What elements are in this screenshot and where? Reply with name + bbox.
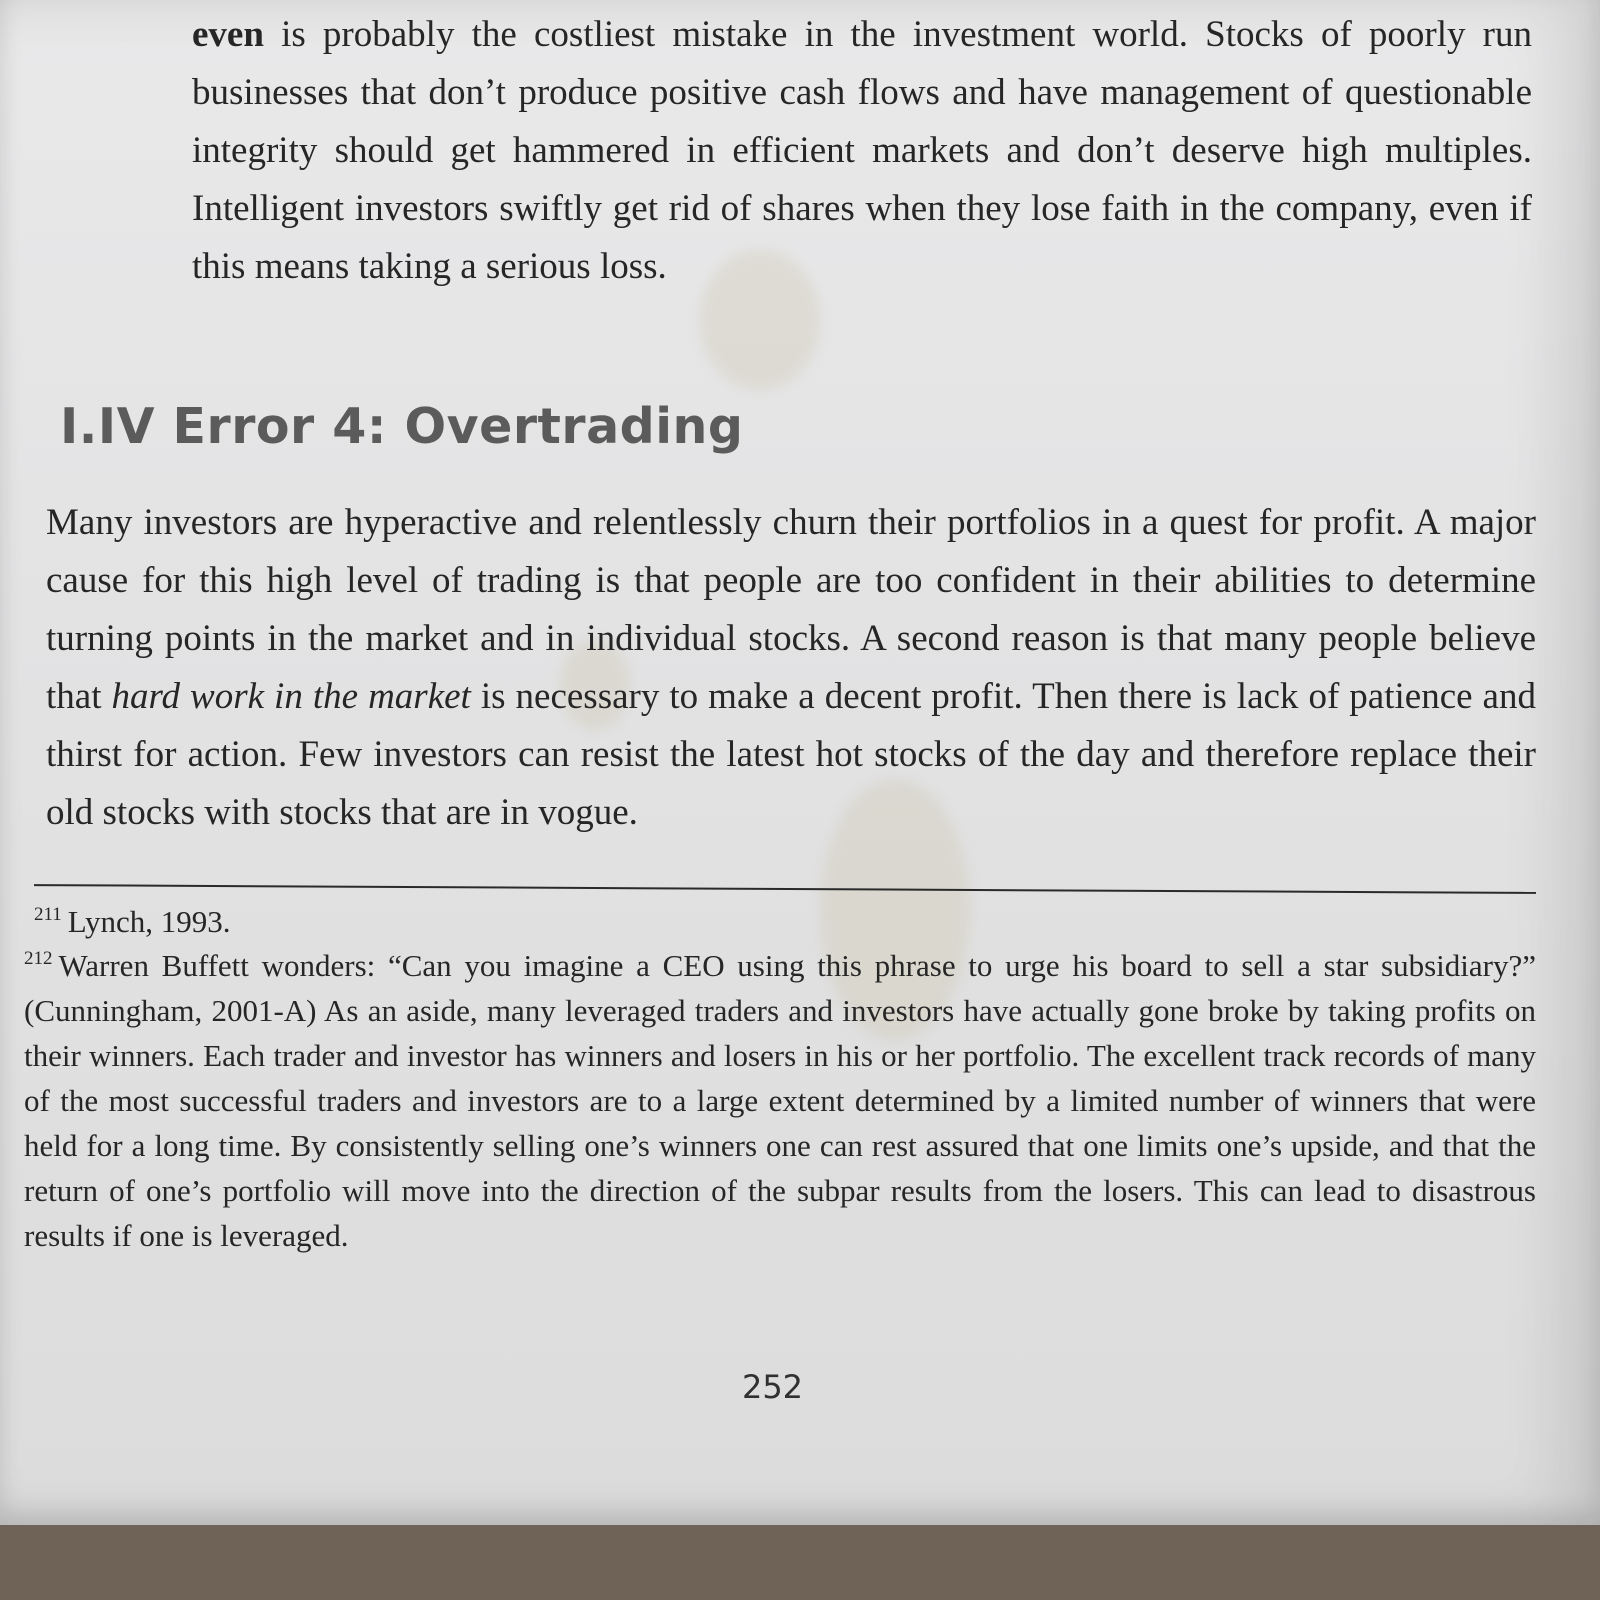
main-paragraph-text-start: Many investors are hyperactive and relentlessly churn their portfolios in a quest for profit. A major cause for this high level of trading is that people are too confident in their abilities to determine turning points in the market and in individual stocks. A second reason is that many people believe that: [46, 502, 1536, 717]
main-paragraph-text-end: is necessary to make a decent profit. Then there is lack of patience and thirst for action. Few investors can resist the latest hot stocks of the day and therefore replace their old stocks with stocks that are in vogue.: [46, 676, 1536, 833]
footnote-number: 212: [24, 948, 53, 969]
section-heading: I.IV Error 4: Overtrading: [60, 398, 744, 455]
footnote-text: Lynch, 1993.: [67, 904, 231, 939]
top-paragraph-text: is probably the costliest mistake in the investment world. Stocks of poorly run businesses that don’t produce positive cash flows and have management of questionable integrity should get hammered in efficient markets and don’t deserve high multiples. Intelligent investors swiftly get rid of shares when they lose faith in the company, even if this means taking a serious loss.: [192, 14, 1532, 287]
lead-word: even: [192, 14, 264, 55]
main-paragraph: [46, 494, 1536, 842]
main-paragraph-italic: hard work in the market: [111, 676, 471, 717]
page-number: 252: [741, 1368, 804, 1406]
footnote-text: Warren Buffett wonders: “Can you imagine a CEO using this phrase to urge his board to sell a star subsidiary?” (Cunningham, 2001-A) As an aside, many leveraged traders and investors have actually gone broke by taking profits on their winners. Each trader and investor has winners and losers in his or her portfolio. The excellent track records of many of the most successful traders and investors are to a large extent determined by a limited number of winners that were held for a long time. By consistently selling one’s winners one can rest assured that one limits one’s upside, and that the return of one’s portfolio will move into the direction of the subpar results from the losers. This can lead to disastrous results if one is leveraged.: [24, 948, 1536, 1253]
top-paragraph: [192, 6, 1532, 296]
footnote-number: 211: [34, 904, 62, 925]
footnote-212: [24, 936, 1536, 1258]
